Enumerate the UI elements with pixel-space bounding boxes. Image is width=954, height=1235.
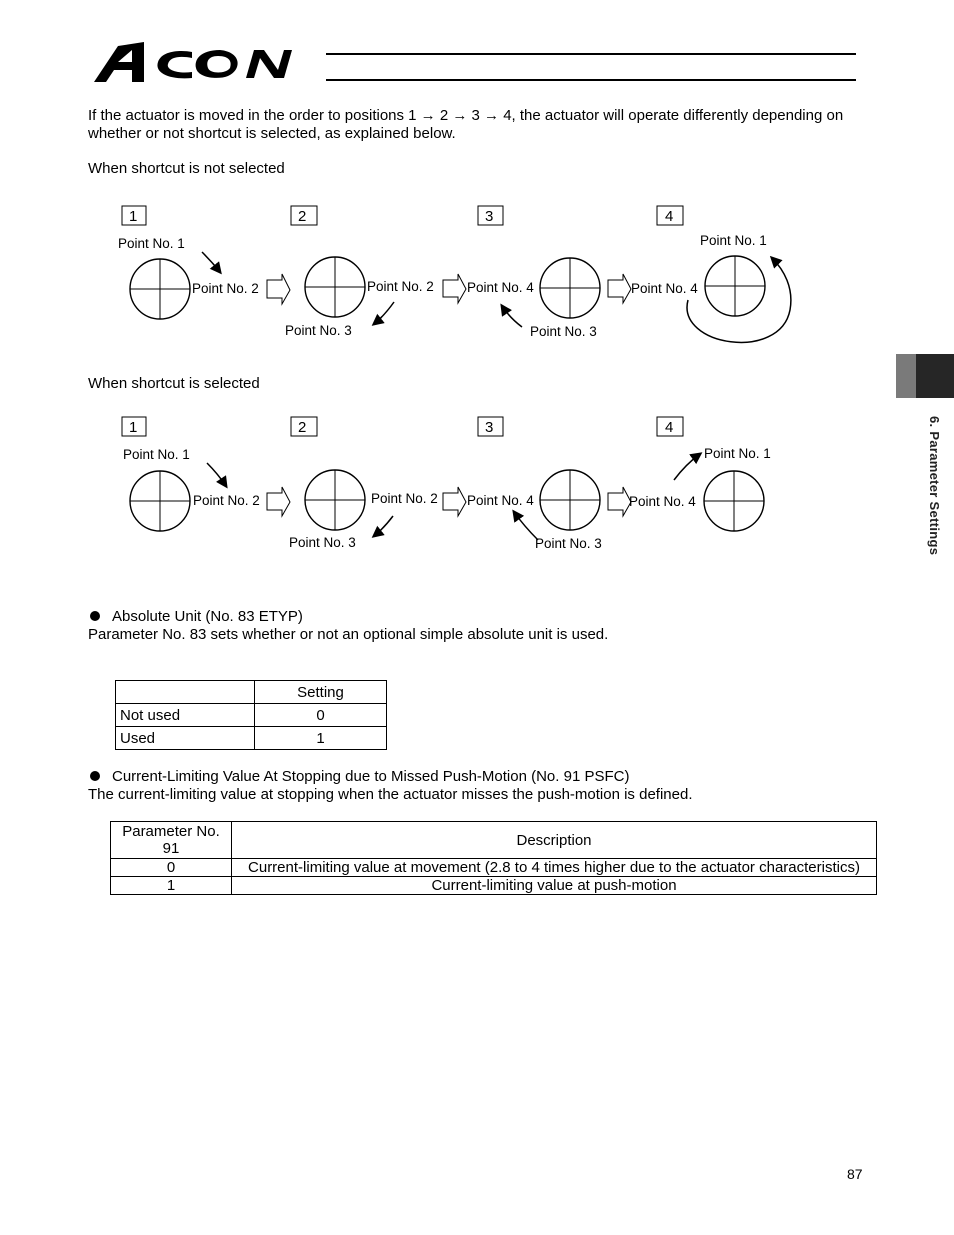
table-header-cell: Parameter No. 91	[111, 822, 232, 859]
label-point-1: Point No. 1	[118, 236, 185, 251]
step-box-1	[122, 206, 146, 225]
absolute-unit-title-text: Absolute Unit (No. 83 ETYP)	[112, 608, 303, 625]
current-limit-title-text: Current-Limiting Value At Stopping due to Missed Push-Motion (No. 91 PSFC)	[112, 768, 630, 785]
bullet-icon	[90, 771, 100, 781]
table-cell: 1	[111, 877, 232, 895]
label-point-3: Point No. 3	[289, 535, 356, 550]
dial-2	[305, 257, 365, 317]
intro-paragraph: If the actuator is moved in the order to positions 1 → 2 → 3 → 4, the actuator will operate differently depending on whether or not shortcut is selected, as explained below.	[88, 107, 844, 142]
svg-text:2: 2	[298, 208, 307, 225]
label-point-3: Point No. 3	[530, 324, 597, 339]
motion-arrow-1	[207, 463, 226, 486]
table-header-cell: Description	[232, 822, 877, 859]
label-point-4: Point No. 4	[467, 493, 534, 508]
table-header-cell	[116, 681, 255, 704]
side-tab-marker-dark	[916, 354, 954, 398]
table-header-row	[116, 681, 387, 704]
heading-not-selected: When shortcut is not selected	[88, 160, 285, 177]
motion-arrow-4	[687, 258, 791, 342]
label-point-3: Point No. 3	[535, 536, 602, 551]
dial-4	[705, 256, 765, 316]
dial-3	[540, 470, 600, 530]
absolute-unit-title	[88, 608, 303, 625]
step-box-4	[657, 206, 683, 225]
dial-3	[540, 258, 600, 318]
motion-arrow-4	[674, 454, 700, 480]
side-tab-marker	[896, 354, 916, 398]
step-box-2	[291, 417, 317, 436]
page-number: 87	[847, 1166, 863, 1182]
label-point-2: Point No. 2	[193, 493, 260, 508]
svg-text:4: 4	[665, 208, 674, 225]
step-box-2	[291, 206, 317, 225]
transition-arrow-2	[443, 487, 466, 516]
absolute-unit-table	[115, 680, 387, 750]
table-cell: 0	[111, 859, 232, 877]
motion-arrow-2	[374, 516, 393, 536]
heading-selected: When shortcut is selected	[88, 375, 260, 392]
table-cell: 0	[255, 704, 387, 727]
transition-arrow-1	[267, 274, 290, 304]
motion-arrow-3	[502, 306, 522, 327]
dial-1	[130, 471, 190, 531]
table-header-cell: Setting	[255, 681, 387, 704]
transition-arrow-1	[267, 487, 290, 516]
table-row	[111, 859, 877, 877]
label-point-2: Point No. 2	[192, 281, 259, 296]
table-row	[111, 877, 877, 895]
step-box-4	[657, 417, 683, 436]
label-point-4: Point No. 4	[629, 494, 696, 509]
svg-text:4: 4	[665, 419, 674, 436]
label-point-1: Point No. 1	[700, 233, 767, 248]
dial-1	[130, 259, 190, 319]
logo-text: ACON	[92, 38, 95, 39]
label-point-1: Point No. 1	[123, 447, 190, 462]
table-row	[116, 704, 387, 727]
table-cell: Current-limiting value at movement (2.8 to 4 times higher due to the actuator characteristics)	[232, 859, 877, 877]
table-cell: Used	[116, 727, 255, 750]
absolute-unit-desc: Parameter No. 83 sets whether or not an optional simple absolute unit is used.	[88, 626, 609, 643]
svg-text:3: 3	[485, 419, 494, 436]
header-rule	[326, 52, 856, 84]
label-point-3: Point No. 3	[285, 323, 352, 338]
label-point-1: Point No. 1	[704, 446, 771, 461]
motion-arrow-2	[374, 302, 394, 324]
step-box-3	[478, 417, 503, 436]
table-row	[116, 727, 387, 750]
label-point-2: Point No. 2	[367, 279, 434, 294]
dial-4	[704, 471, 764, 531]
step-box-1	[122, 417, 146, 436]
table-header-row	[111, 822, 877, 859]
svg-text:3: 3	[485, 208, 494, 225]
svg-text:2: 2	[298, 419, 307, 436]
svg-text:1: 1	[129, 419, 138, 436]
side-tab-label: 6. Parameter Settings	[927, 416, 942, 556]
label-point-4: Point No. 4	[467, 280, 534, 295]
current-limit-desc: The current-limiting value at stopping when the actuator misses the push-motion is defined.	[88, 786, 693, 803]
diagram-selected	[108, 410, 828, 570]
label-point-4: Point No. 4	[631, 281, 698, 296]
table-cell: Current-limiting value at push-motion	[232, 877, 877, 895]
transition-arrow-3	[608, 274, 631, 303]
current-limit-title	[88, 768, 629, 785]
table-cell: Not used	[116, 704, 255, 727]
table-cell: 1	[255, 727, 387, 750]
svg-text:1: 1	[129, 208, 138, 225]
bullet-icon	[90, 611, 100, 621]
acon-logo	[92, 38, 332, 86]
step-box-3	[478, 206, 503, 225]
label-point-2: Point No. 2	[371, 491, 438, 506]
diagram-not-selected	[108, 200, 828, 360]
motion-arrow-1	[202, 252, 220, 272]
transition-arrow-2	[443, 274, 466, 303]
current-limit-table	[110, 821, 877, 895]
dial-2	[305, 470, 365, 530]
transition-arrow-3	[608, 487, 631, 516]
